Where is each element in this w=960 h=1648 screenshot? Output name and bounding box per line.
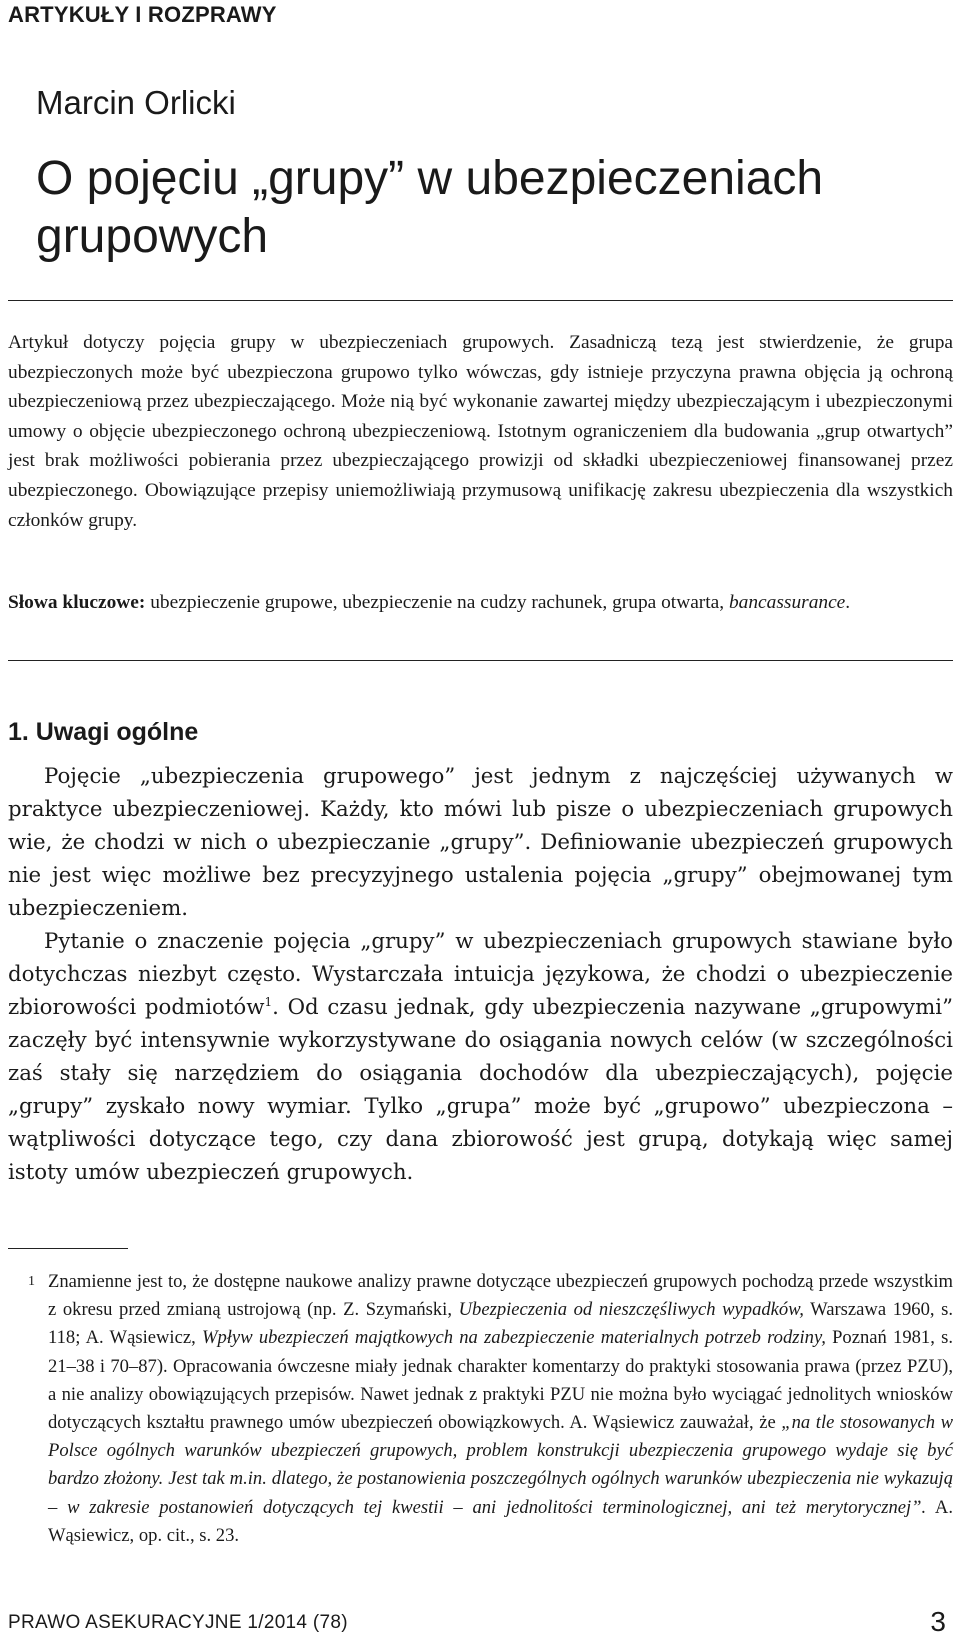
footnote-segment: Poznań 1981, s. 21–38 i 70–87). Opracowania ówczesne miały jednak charakter komentarzy do praktyki stosowania prawa (przez PZU), a nie analizy obowiązujących przepisów. Nawet jednak z praktyki PZU nie można było wyciągać jednolitych wniosków dotyczących kształtu prawnego umów ubezpieczeń obowiązkowych. A. Wąsiewicz zauważał, że xyxy=(48,1327,953,1434)
page-number: 3 xyxy=(930,1606,946,1637)
footnote-reference[interactable]: 1 xyxy=(264,994,273,1009)
body-text xyxy=(8,760,953,1189)
top-divider xyxy=(8,300,953,301)
article-abstract: Artykuł dotyczy pojęcia grupy w ubezpieczeniach grupowych. Zasadniczą tezą jest stwierdzenie, że grupa ubezpieczonych może być ubezpieczona grupowo tylko wówczas, gdy istnieje przyczyna prawna objęcia ją ochroną ubezpieczeniową przez ubezpieczającego. Może nią być wykonanie zawartej między ubezpieczającym i ubezpieczonymi umowy o objęcie ubezpieczonego ochroną ubezpieczeniową. Istotnym ograniczeniem dla budowania „grup otwartych” jest brak możliwości pobierania przez ubezpieczającego prowizji od składki ubezpieczeniowej finansowanej przez ubezpieczonego. Obowiązujące przepisy uniemożliwiają przymusową unifikację zakresu ubezpieczenia dla wszystkich członków grupy. xyxy=(8,332,953,531)
abstract-divider xyxy=(8,660,953,661)
section-label: ARTYKUŁY I ROZPRAWY xyxy=(8,2,277,27)
footnote-segment: Warszawa 1960, s. 118; A. Wąsiewicz, xyxy=(48,1299,954,1349)
footnote-segment: A. Wąsiewicz, op. cit., s. 23. xyxy=(48,1496,953,1546)
footnote-divider xyxy=(8,1248,128,1249)
footnote xyxy=(8,1268,953,1550)
article-author: Marcin Orlicki xyxy=(36,84,236,121)
paragraph-2-part-b: . Od czasu jednak, gdy ubezpieczenia nazywane „grupowymi” zaczęły być intensywnie wykorzystywane do osiągania nowych celów (w szczególności zaś stały się narzędziem do osiągania dochodów dla ubezpieczających), pojęcie „grupy” zyskało nowy wymiar. Tylko „grupa” może być „grupowo” ubezpieczona – wątpliwości dotyczące tego, czy dana zbiorowość jest grupą, dotykają więc samej istoty umów ubezpieczeń grupowych. xyxy=(8,995,953,1185)
footnote-italic-quote: „na tle stosowanych w Polsce ogólnych warunków ubezpieczeń grupowych, problem konstrukcji ubezpieczenia grupowego wydaje się być bardzo złożony. Jest tak m.in. dlatego, że postanowienia poszczególnych ogólnych warunków ubezpieczenia nie wykazują – w zakresie postanowień dotyczących tej kwestii – ani jednolitości terminologicznej, ani też merytorycznej”. xyxy=(48,1412,953,1518)
footnote-italic-title: Wpływ ubezpieczeń majątkowych na zabezpieczenie materialnych potrzeb rodziny, xyxy=(201,1327,826,1349)
keywords-label: Słowa kluczowe: xyxy=(8,592,146,613)
journal-footer: PRAWO ASEKURACYJNE 1/2014 (78) xyxy=(8,1612,348,1633)
keywords-text: ubezpieczenie grupowe, ubezpieczenie na cudzy rachunek, grupa otwarta, xyxy=(150,592,725,613)
keywords-italic: bancassurance xyxy=(728,592,846,613)
footnote-text xyxy=(48,1268,953,1550)
footnote-italic-title: Ubezpieczenia od nieszczęśliwych wypadków, xyxy=(458,1299,804,1321)
section-heading: 1. Uwagi ogólne xyxy=(8,718,199,746)
footnote-segment: Znamienne jest to, że dostępne naukowe analizy prawne dotyczące ubezpieczeń grupowych pochodzą przede wszystkim z okresu przed zmianą ustrojową (np. Z. Szymański, xyxy=(48,1271,953,1321)
paragraph-1: Pojęcie „ubezpieczenia grupowego” jest jednym z najczęściej używanych w praktyce ubezpieczeniowej. Każdy, kto mówi lub pisze o ubezpieczeniach grupowych wie, że chodzi w nich o ubezpieczanie „grupy”. Definiowanie ubezpieczeń grupowych nie jest więc możliwe bez precyzyjnego ustalenia pojęcia „grupy” obejmowanej tym ubezpieczeniem. xyxy=(8,764,953,921)
keywords-end: . xyxy=(845,592,851,613)
paragraph-2 xyxy=(8,925,953,1189)
keywords-line xyxy=(8,588,953,618)
article-title: O pojęciu „grupy” w ubezpieczeniach grupowych xyxy=(36,152,824,263)
footnote-number: 1 xyxy=(28,1274,35,1289)
paragraph-2-part-a: Pytanie o znaczenie pojęcia „grupy” w ubezpieczeniach grupowych stawiane było dotychczas niezbyt często. Wystarczała intuicja językowa, że chodzi o ubezpieczenie zbiorowości podmiotów xyxy=(8,929,953,1020)
